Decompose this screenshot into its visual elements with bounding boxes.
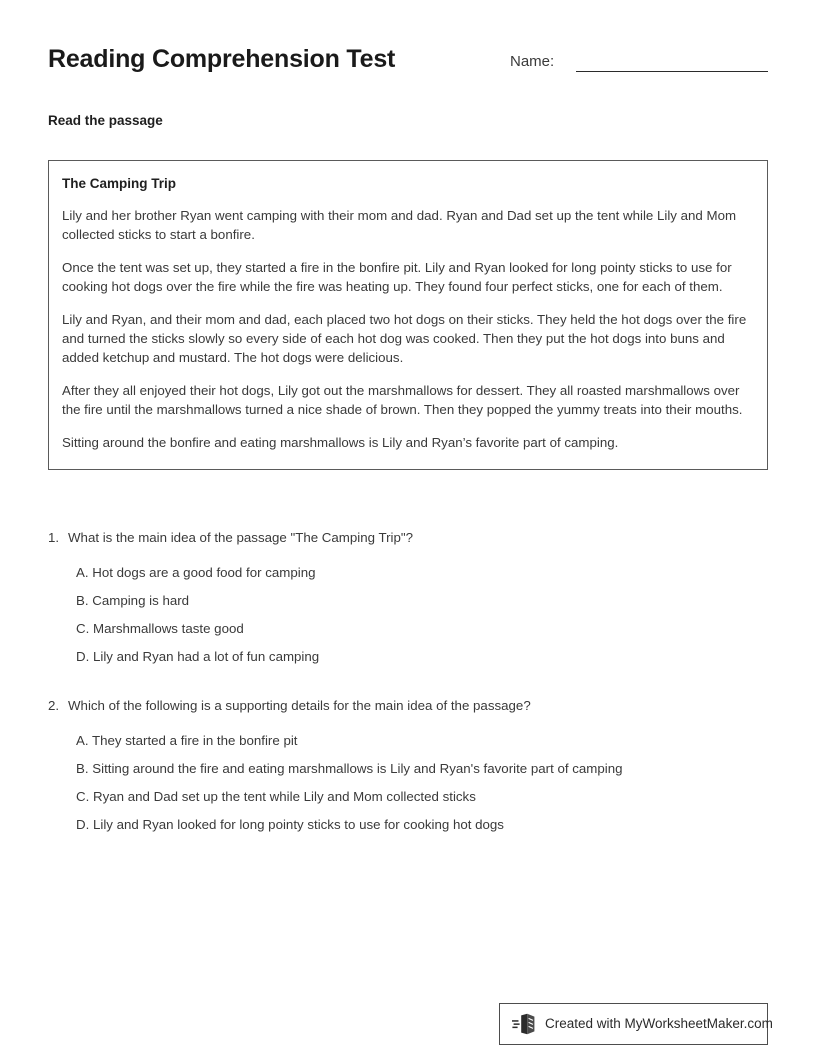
choice-list [48, 563, 768, 666]
question-text: Which of the following is a supporting details for the main idea of the passage? [68, 698, 531, 713]
passage-paragraph: Sitting around the bonfire and eating marshmallows is Lily and Ryan’s favorite part of camping. [62, 435, 619, 451]
question-text: What is the main idea of the passage "The Camping Trip"? [68, 530, 413, 545]
choice-option[interactable]: D. Lily and Ryan looked for long pointy sticks to use for cooking hot dogs [76, 817, 504, 832]
question-number: 1. [48, 530, 60, 545]
passage-paragraph: Lily and Ryan, and their mom and dad, each placed two hot dogs on their sticks. They held the hot dogs over the fire and turned the sticks slowly so every side of each hot dog was cooked. Then they put the hot dogs into buns and added ketchup and mustard. The hot dogs were delicious. [62, 312, 747, 365]
worksheet-maker-logo-icon [512, 1013, 538, 1035]
question-block [48, 528, 768, 666]
choice-option[interactable]: B. Camping is hard [76, 593, 190, 608]
choice-option[interactable]: A. They started a fire in the bonfire pit [76, 733, 298, 748]
question-row [48, 528, 768, 547]
choice-option[interactable]: B. Sitting around the fire and eating marshmallows is Lily and Ryan's favorite part of camping [76, 761, 623, 776]
choice-option[interactable]: C. Marshmallows taste good [76, 621, 244, 636]
footer-attribution-text: Created with MyWorksheetMaker.com [545, 1016, 773, 1031]
question-row [48, 696, 768, 715]
choice-option[interactable]: D. Lily and Ryan had a lot of fun camping [76, 649, 320, 664]
question-block [48, 696, 768, 834]
name-field-group [510, 52, 768, 78]
passage-paragraph: Lily and her brother Ryan went camping with their mom and dad. Ryan and Dad set up the tent while Lily and Mom collected sticks to start a bonfire. [62, 208, 737, 242]
passage-title: The Camping Trip [62, 176, 177, 191]
passage-box [48, 160, 768, 470]
question-number: 2. [48, 698, 60, 713]
choice-list [48, 731, 768, 834]
name-input-line[interactable] [576, 71, 768, 72]
questions-section [48, 528, 768, 856]
name-label: Name: [510, 53, 555, 70]
page-title: Reading Comprehension Test [48, 45, 396, 73]
worksheet-header [48, 44, 768, 84]
choice-option[interactable]: C. Ryan and Dad set up the tent while Lily and Mom collected sticks [76, 789, 476, 804]
passage-paragraph: Once the tent was set up, they started a fire in the bonfire pit. Lily and Ryan looked for long pointy sticks to use for cooking hot dogs over the fire while the fire was heating up. They found four perfect sticks, one for each of them. [62, 260, 732, 294]
passage-paragraph: After they all enjoyed their hot dogs, Lily got out the marshmallows for dessert. They all roasted marshmallows over the fire until the marshmallows turned a nice shade of brown. Then they popped the yummy treats into their mouths. [62, 383, 743, 417]
choice-option[interactable]: A. Hot dogs are a good food for camping [76, 565, 316, 580]
instruction-heading: Read the passage [48, 113, 163, 128]
footer-attribution-badge[interactable] [499, 1003, 773, 1045]
